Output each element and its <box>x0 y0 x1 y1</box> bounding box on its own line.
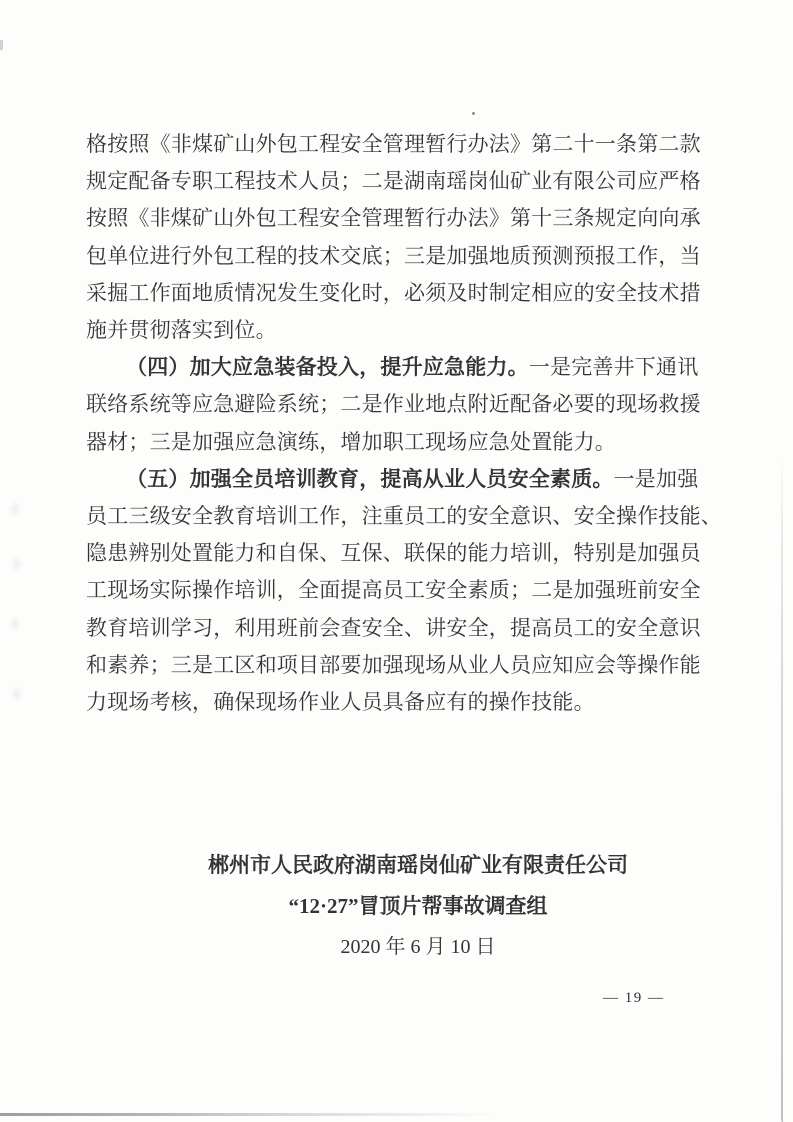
signature-block <box>128 845 708 968</box>
scan-artifact-smudge <box>10 685 24 703</box>
paragraph-heading: （四）加大应急装备投入，提升应急能力。 <box>126 355 529 380</box>
text-line <box>86 312 686 349</box>
paragraph-text: 包单位进行外包工程的技术交底；三是加强地质预测预报工作，当 <box>86 243 701 268</box>
text-line <box>86 498 722 535</box>
scan-artifact-smudge <box>10 555 24 573</box>
text-line <box>86 126 701 163</box>
text-line <box>86 684 686 721</box>
text-line <box>86 349 699 386</box>
paragraph-text: 施并贯彻落实到位。 <box>86 318 277 343</box>
paragraph-text: 隐患辨别处置能力和自保、互保、联保的能力培训，特别是加强员 <box>86 541 701 566</box>
text-line <box>86 238 701 275</box>
scan-artifact-left-edge-dash <box>0 40 3 50</box>
paragraph-text: 一是完善井下通讯 <box>528 355 699 380</box>
text-line <box>86 461 699 498</box>
paragraph-text: 采掘工作面地质情况发生变化时，必须及时制定相应的安全技术措 <box>86 280 701 305</box>
paragraph-text: 格按照《非煤矿山外包工程安全管理暂行办法》第二十一条第二款 <box>86 132 701 156</box>
text-line <box>86 275 701 312</box>
text-line <box>86 163 701 200</box>
paragraph-text: 按照《非煤矿山外包工程安全管理暂行办法》第十三条规定向向承 <box>86 206 701 231</box>
text-line <box>86 424 686 461</box>
paragraph-text: 器材；三是加强应急演练，增加职工现场应急处置能力。 <box>86 429 616 454</box>
text-line <box>86 647 701 684</box>
scan-artifact-smudge <box>8 615 22 633</box>
scan-artifact-bottom-edge <box>0 1113 497 1116</box>
scan-artifact-right-page-edge <box>781 455 783 1122</box>
signature-date: 2020 年 6 月 10 日 <box>340 936 496 958</box>
scan-artifact-smudge <box>8 500 22 518</box>
paragraph-text: 力现场考核，确保现场作业人员具备应有的操作技能。 <box>86 690 595 715</box>
paragraph-text: 工现场实际操作培训，全面提高员工安全素质；二是加强班前安全 <box>86 578 701 603</box>
signature-investigation-group: “12·27”冒顶片帮事故调查组 <box>288 894 548 918</box>
paragraph-text: 员工三级安全教育培训工作，注重员工的安全意识、安全操作技能、 <box>86 504 722 529</box>
text-line <box>86 386 701 423</box>
paragraph-text: 一是加强 <box>613 466 699 491</box>
signature-organization: 郴州市人民政府湖南瑶岗仙矿业有限责任公司 <box>208 853 628 877</box>
document-body <box>86 126 722 721</box>
paragraph-text: 规定配备专职工程技术人员；二是湖南瑶岗仙矿业有限公司应严格 <box>86 169 701 194</box>
text-line <box>86 572 701 609</box>
paragraph-text: 联络系统等应急避险系统；二是作业地点附近配备必要的现场救援 <box>86 392 701 417</box>
text-line <box>86 200 701 237</box>
paragraph-heading: （五）加强全员培训教育，提高从业人员安全素质。 <box>126 466 614 491</box>
text-line <box>86 535 701 572</box>
scan-artifact-speck <box>472 112 475 115</box>
page-number: — 19 — <box>603 990 665 1006</box>
text-line <box>86 610 701 647</box>
paragraph-text: 教育培训学习，利用班前会查安全、讲安全，提高员工的安全意识 <box>86 615 701 640</box>
paragraph-text: 和素养；三是工区和项目部要加强现场从业人员应知应会等操作能 <box>86 652 701 677</box>
